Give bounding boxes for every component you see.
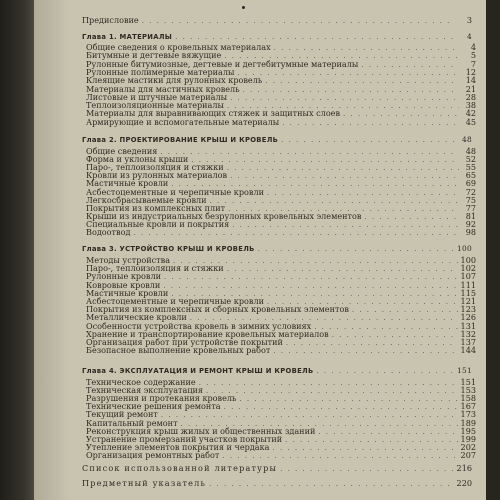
toc-entry-page-number: 72 [465, 187, 476, 197]
dot-leader [222, 452, 457, 461]
toc-entry-title: Армирующие и вспомогательные материалы [86, 117, 280, 127]
dot-leader [316, 367, 454, 376]
toc-entry-title: Методы устройства [86, 255, 171, 265]
toc-entry-page-number: 173 [460, 409, 476, 419]
toc-entry [86, 118, 476, 128]
toc-foreword-page-number: 3 [466, 15, 472, 25]
toc-entry-title: Общие сведения о кровельных материалах [86, 42, 271, 52]
toc-entry-title: Техническое содержание [86, 377, 196, 387]
toc-entry-page-number: 107 [460, 271, 476, 281]
table-of-contents-page [34, 0, 486, 500]
toc-foreword [82, 16, 472, 26]
toc-entry-page-number: 38 [465, 100, 476, 110]
toc-entry-title: Разрушения и протекания кровель [86, 393, 237, 403]
chapter-heading-row [82, 244, 472, 254]
dot-leader [133, 229, 459, 238]
toc-entry-page-number: 48 [465, 146, 476, 156]
chapter-heading: Глава 3. УСТРОЙСТВО КРЫШ И КРОВЕЛЬ [82, 245, 255, 253]
toc-entry-page-number: 115 [460, 288, 476, 298]
toc-entry-title: Легкосбрасываемые кровли [86, 195, 207, 205]
toc-entry-page-number: 52 [465, 154, 476, 164]
toc-entry-title: Клеящие мастики для рулонных кровель [86, 75, 263, 85]
toc-entry-title: Форма и уклоны крыши [86, 154, 189, 164]
toc-index-title: Предметный указатель [82, 478, 207, 488]
toc-entry-title: Устранение промерзаний участков покрытий [86, 434, 283, 444]
toc-bibliography [82, 464, 472, 474]
toc-entry-page-number: 189 [460, 418, 476, 428]
toc-entry-title: Реконструкция крыш жилых и общественных зданий [86, 426, 316, 436]
chapter-heading: Глава 2. ПРОЕКТИРОВАНИЕ КРЫШ И КРОВЕЛЬ [82, 136, 279, 144]
toc-entry-page-number: 158 [460, 393, 476, 403]
toc-entry-page-number: 28 [465, 92, 476, 102]
dot-leader [280, 465, 453, 474]
chapter-heading-row [82, 366, 472, 376]
toc-entry-title: Покрытия из комплексных плит [86, 203, 226, 213]
toc-entry-title: Ковровые кровли [86, 280, 161, 290]
toc-entry-title: Крыши из индустриальных безрулонных кровельных элементов [86, 211, 362, 221]
toc-index-page-number: 220 [456, 478, 472, 488]
page-mark [242, 6, 245, 9]
dot-leader [282, 119, 459, 128]
toc-entry-title: Капитальный ремонт [86, 418, 178, 428]
toc-entry-page-number: 126 [460, 312, 476, 322]
toc-entry-page-number: 81 [465, 211, 476, 221]
toc-entry-page-number: 121 [460, 296, 476, 306]
toc-entry-page-number: 92 [465, 219, 476, 229]
toc-entry-title: Рулонные битумиозные, дегтевые и дегтебитумные материалы [86, 59, 359, 69]
chapter-heading: Глава 4. ЭКСПЛУАТАЦИЯ И РЕМОНТ КРЫШ И КРОВЕЛЬ [82, 367, 314, 375]
chapter-page-number: 48 [461, 135, 472, 144]
toc-entry-title: Асбестоцементные и черепичные кровли [86, 296, 264, 306]
toc-entry-page-number: 69 [465, 178, 476, 188]
toc-entry-page-number: 4 [470, 42, 476, 52]
toc-entry-title: Хранение и транспортирование кровельных материалов [86, 329, 329, 339]
toc-entry-title: Утепление элементов покрытия и чердака [86, 442, 270, 452]
toc-entry-title: Металлические кровли [86, 312, 187, 322]
toc-bibliography-page-number: 216 [456, 463, 472, 473]
toc-entry-title: Материалы для мастичных кровель [86, 84, 240, 94]
toc-entry-page-number: 207 [460, 450, 476, 460]
toc-entry-page-number: 98 [465, 227, 476, 237]
toc-entry-page-number: 151 [460, 377, 476, 387]
toc-entry-title: Паро-, теплоизоляция и стяжки [86, 263, 224, 273]
toc-entry-page-number: 75 [465, 195, 476, 205]
toc-entry-page-number: 102 [460, 263, 476, 273]
toc-entry [86, 451, 476, 461]
toc-entry-page-number: 5 [470, 50, 476, 60]
toc-entry-page-number: 12 [465, 67, 476, 77]
toc-entry-title: Листовые и штучные материалы [86, 92, 228, 102]
toc-entry [86, 346, 476, 356]
toc-entry-title: Безопасное выполнение кровельных работ [86, 345, 271, 355]
toc-entry-title: Мастичные кровли [86, 178, 169, 188]
toc-entry-page-number: 153 [460, 385, 476, 395]
toc-entry-title: Материалы для выравнивающих стяжек и защитных слоев [86, 108, 341, 118]
toc-entry-title: Специальные кровли и покрытия [86, 219, 230, 229]
toc-entry-title: Теплоизоляционные материалы [86, 100, 224, 110]
toc-entry-title: Особенности устройства кровель в зимних условиях [86, 321, 312, 331]
toc-entry-page-number: 144 [460, 345, 476, 355]
toc-entry-title: Общие сведения [86, 146, 158, 156]
toc-entry-title: Битумные и дегтевые вяжущие [86, 50, 222, 60]
dot-leader [258, 245, 454, 254]
toc-entry-title: Организация работ при устройстве покрытий [86, 337, 283, 347]
toc-entry-title: Технические решения ремонта [86, 401, 221, 411]
book-gutter-shadow [0, 0, 34, 500]
toc-bibliography-title: Список использованной литературы [82, 463, 278, 473]
toc-entry-page-number: 77 [465, 203, 476, 213]
toc-entry-page-number: 132 [460, 329, 476, 339]
toc-index [82, 479, 472, 489]
toc-entry-title: Организация ремонтных работ [86, 450, 220, 460]
toc-entry-page-number: 195 [460, 426, 476, 436]
toc-entry-page-number: 7 [470, 59, 476, 69]
toc-entry-title: Техническая эксплуатация [86, 385, 204, 395]
toc-entry-page-number: 167 [460, 401, 476, 411]
chapter-heading-row [82, 32, 472, 42]
toc-entry-page-number: 123 [460, 304, 476, 314]
toc-entry-title: Водоотвод [86, 227, 131, 237]
toc-entry-title: Кровли из рулонных материалов [86, 170, 228, 180]
toc-entry-page-number: 131 [460, 321, 476, 331]
dot-leader [281, 136, 455, 145]
toc-entry-page-number: 14 [465, 75, 476, 85]
toc-entry-page-number: 111 [460, 280, 476, 290]
chapter-page-number: 100 [456, 244, 472, 253]
chapter-heading: Глава 1. МАТЕРИАЛЫ [82, 33, 173, 41]
toc-entry-page-number: 65 [465, 170, 476, 180]
toc-entry-title: Рулонные кровли [86, 271, 162, 281]
toc-entry-page-number: 45 [465, 117, 476, 127]
toc-entry-page-number: 202 [460, 442, 476, 452]
toc-entry-title: Текущий ремонт [86, 409, 158, 419]
toc-entry-page-number: 199 [460, 434, 476, 444]
toc-entry-title: Асбестоцементные и черепичные кровли [86, 187, 264, 197]
toc-entry-title: Мастичные кровли [86, 288, 169, 298]
toc-entry-title: Паро-, теплоизоляция и стяжки [86, 162, 224, 172]
toc-entry-page-number: 42 [465, 108, 476, 118]
dot-leader [142, 17, 455, 26]
toc-entry-title: Рулонные полимерные материалы [86, 67, 235, 77]
dot-leader [175, 33, 455, 42]
toc-entry-page-number: 100 [460, 255, 476, 265]
toc-entry-page-number: 55 [465, 162, 476, 172]
chapter-heading-row [82, 135, 472, 145]
chapter-page-number: 4 [466, 32, 472, 41]
toc-entry-title: Покрытия из комплексных и сборных кровельных элементов [86, 304, 349, 314]
toc-entry [86, 228, 476, 238]
dot-leader [209, 480, 453, 489]
toc-entry-page-number: 21 [465, 84, 476, 94]
toc-foreword-title: Предисловие [82, 15, 139, 25]
chapter-page-number: 151 [456, 366, 472, 375]
toc-entry-page-number: 137 [460, 337, 476, 347]
dot-leader [273, 347, 457, 356]
